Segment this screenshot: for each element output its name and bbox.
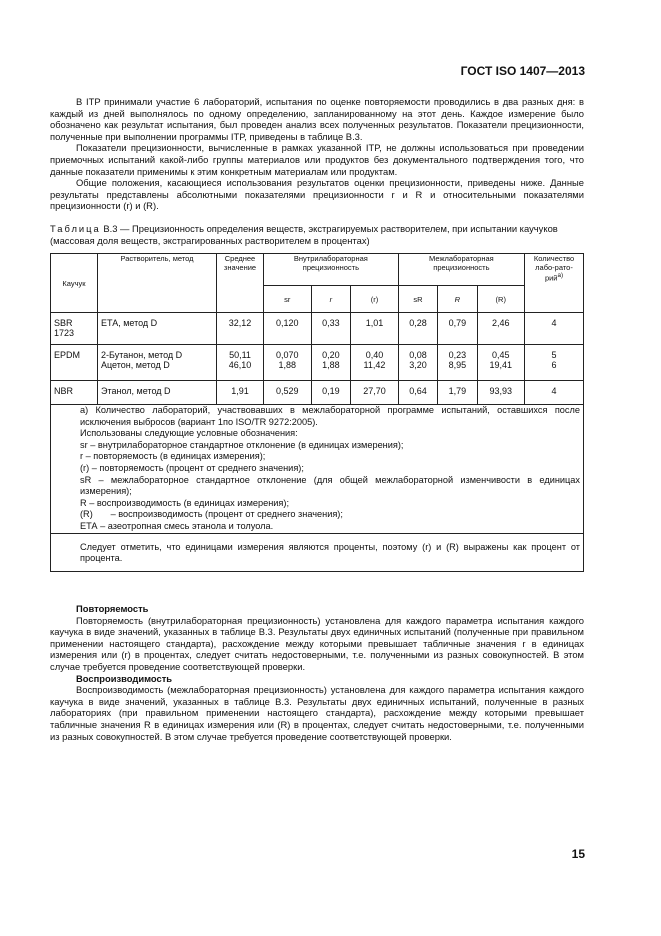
intro-paragraph: Общие положения, касающиеся использования результатов оценки прецизионности, приведены ниже. Данные результаты представлены абсолютными показателями прецизионности r и R и относительными показателями прецизионности (r) и (R).	[50, 177, 584, 212]
cell-rr: 1,01	[351, 313, 399, 345]
note-RR: (R) – воспроизводимость (процент от среднего значения);	[80, 509, 343, 520]
note-R: R – воспроизводимость (в единицах измерения);	[80, 497, 290, 508]
note-sr: sr – внутрилабораторное стандартное отклонение (в единицах измерения);	[80, 439, 404, 450]
cell-sR: 0,08 3,20	[398, 345, 437, 381]
cell-R: 0,23 8,95	[438, 345, 477, 381]
cell-mean: 32,12	[217, 313, 264, 345]
cell-rubber: EPDM	[51, 345, 98, 381]
cell-r: 0,20 1,88	[311, 345, 351, 381]
note-labs: а) Количество лабораторий, участвовавших в межлабораторной программе испытаний, оставшихся после исключения выбросов (вариант 1по ISO/TR 9272:2005).	[80, 405, 580, 427]
table-caption-text: В.3 — Прецизионность определения веществ, экстрагируемых растворителем, при испытании каучуков (массовая доля веществ, экстрагированных растворителем в процентах)	[50, 223, 558, 246]
note-eta: ЕТА – азеотропная смесь этанола и толуола.	[80, 520, 274, 531]
page-number: 15	[571, 847, 585, 861]
header-r: r	[311, 286, 351, 313]
table-caption	[50, 223, 584, 246]
cell-solvent: ЕТА, метод D	[98, 313, 217, 345]
intro-paragraph: Показатели прецизионности, вычисленные в рамках указанной ITP, не должны использоваться при проведении приемочных испытаний какой-либо группы материалов или продуктов без документального подтверждения того, что данные показатели применимы к этим конкретным материалам или продуктам.	[50, 142, 584, 177]
intro-paragraph: В ITP принимали участие 6 лабораторий, испытания по оценке повторяемости проводились в два разных дня: в каждый из дней выполнялось по одному определению, запланированному на этот день. Каждое измерение было обозначено как результат испытания, был проведен анализ всех полученных результатов. Показатели прецизионности, полученные при выполнении программы ITP, приведены в таблице В.3.	[50, 96, 584, 142]
header-mean: Среднее значение	[217, 254, 264, 313]
cell-R: 0,79	[438, 313, 477, 345]
header-labs	[525, 254, 584, 313]
header-sr: sr	[264, 286, 312, 313]
note-rr: (r) – повторяемость (процент от среднего значения);	[80, 462, 304, 473]
note-legend-intro: Использованы следующие условные обозначения:	[80, 428, 298, 439]
cell-mean: 1,91	[217, 381, 264, 405]
header-sR: sR	[398, 286, 437, 313]
cell-labs: 4	[525, 313, 584, 345]
cell-rubber: SBR 1723	[51, 313, 98, 345]
cell-mean: 50,11 46,10	[217, 345, 264, 381]
section-title-reproducibility: Воспроизводимость	[76, 672, 173, 684]
header-labs-label: Количество лабо-рато-рий	[533, 254, 575, 283]
cell-solvent: 2-Бутанон, метод D Ацетон, метод D	[98, 345, 217, 381]
section-text-reproducibility: Воспроизводимость (межлабораторная прецизионность) установлена для каждого параметра испытания каждого каучука в виде значений, указанных в таблице В.3. Результаты двух единичных испытаний, полученные в разных лабораториях (при правильном применении настоящего стандарта), расхождение между которыми превышает табличные значения R в единицах измерения или (R) в процентах, следует считать недостоверными, т.е. полученными из разных совокупностей. В этом случае требуется проведение соответствующей проверки.	[50, 684, 584, 742]
cell-RR: 93,93	[477, 381, 524, 405]
cell-rubber: NBR	[51, 381, 98, 405]
cell-RR: 0,45 19,41	[477, 345, 524, 381]
cell-solvent: Этанол, метод D	[98, 381, 217, 405]
table-row	[51, 381, 584, 405]
section-title-repeatability: Повторяемость	[76, 603, 149, 614]
header-within-lab: Внутрилабораторная прецизионность	[264, 254, 399, 286]
cell-sR: 0,64	[398, 381, 437, 405]
cell-R: 1,79	[438, 381, 477, 405]
cell-rr: 0,40 11,42	[351, 345, 399, 381]
intro-text	[50, 96, 584, 212]
table-row	[51, 345, 584, 381]
footnote-text: Следует отметить, что единицами измерения являются проценты, поэтому (r) и (R) выражены как процент от процента.	[80, 541, 580, 564]
table-footnote	[51, 533, 584, 571]
cell-labs: 5 6	[525, 345, 584, 381]
document-header: ГОСТ ISO 1407—2013	[460, 64, 585, 78]
cell-sR: 0,28	[398, 313, 437, 345]
header-solvent: Растворитель, метод	[98, 254, 217, 313]
cell-sr: 0,529	[264, 381, 312, 405]
cell-r: 0,19	[311, 381, 351, 405]
precision-table	[50, 253, 584, 572]
sections	[50, 603, 584, 742]
header-between-lab: Межлабораторная прецизионность	[398, 254, 524, 286]
cell-sr: 0,120	[264, 313, 312, 345]
cell-rr: 27,70	[351, 381, 399, 405]
cell-sr: 0,070 1,88	[264, 345, 312, 381]
header-rubber: Каучук	[51, 254, 98, 313]
note-sR: sR – межлабораторное стандартное отклонение (для общей межлабораторной изменчивости в единицах измерения);	[80, 474, 580, 497]
header-labs-note: а)	[557, 272, 564, 279]
section-text-repeatability: Повторяемость (внутрилабораторная прецизионность) установлена для каждого параметра испытания каждого каучука в виде значений, указанных в таблице В.3. Результаты двух единичных испытаний (полученные при правильном применении настоящего стандарта), расхождение между которыми превышает табличные значения r в единицах измерения или (r) в процентах, следует считать недостоверными, т.е. полученными из разных совокупностей. В этом случае требуется проведение соответствующей проверки.	[50, 614, 584, 672]
header-RR: (R)	[477, 286, 524, 313]
cell-labs: 4	[525, 381, 584, 405]
header-R: R	[438, 286, 477, 313]
table-row	[51, 313, 584, 345]
cell-RR: 2,46	[477, 313, 524, 345]
table-caption-prefix: Таблица	[50, 223, 101, 234]
header-rr: (r)	[351, 286, 399, 313]
note-r: r – повторяемость (в единицах измерения);	[80, 451, 266, 462]
cell-r: 0,33	[311, 313, 351, 345]
table-notes	[51, 405, 584, 534]
